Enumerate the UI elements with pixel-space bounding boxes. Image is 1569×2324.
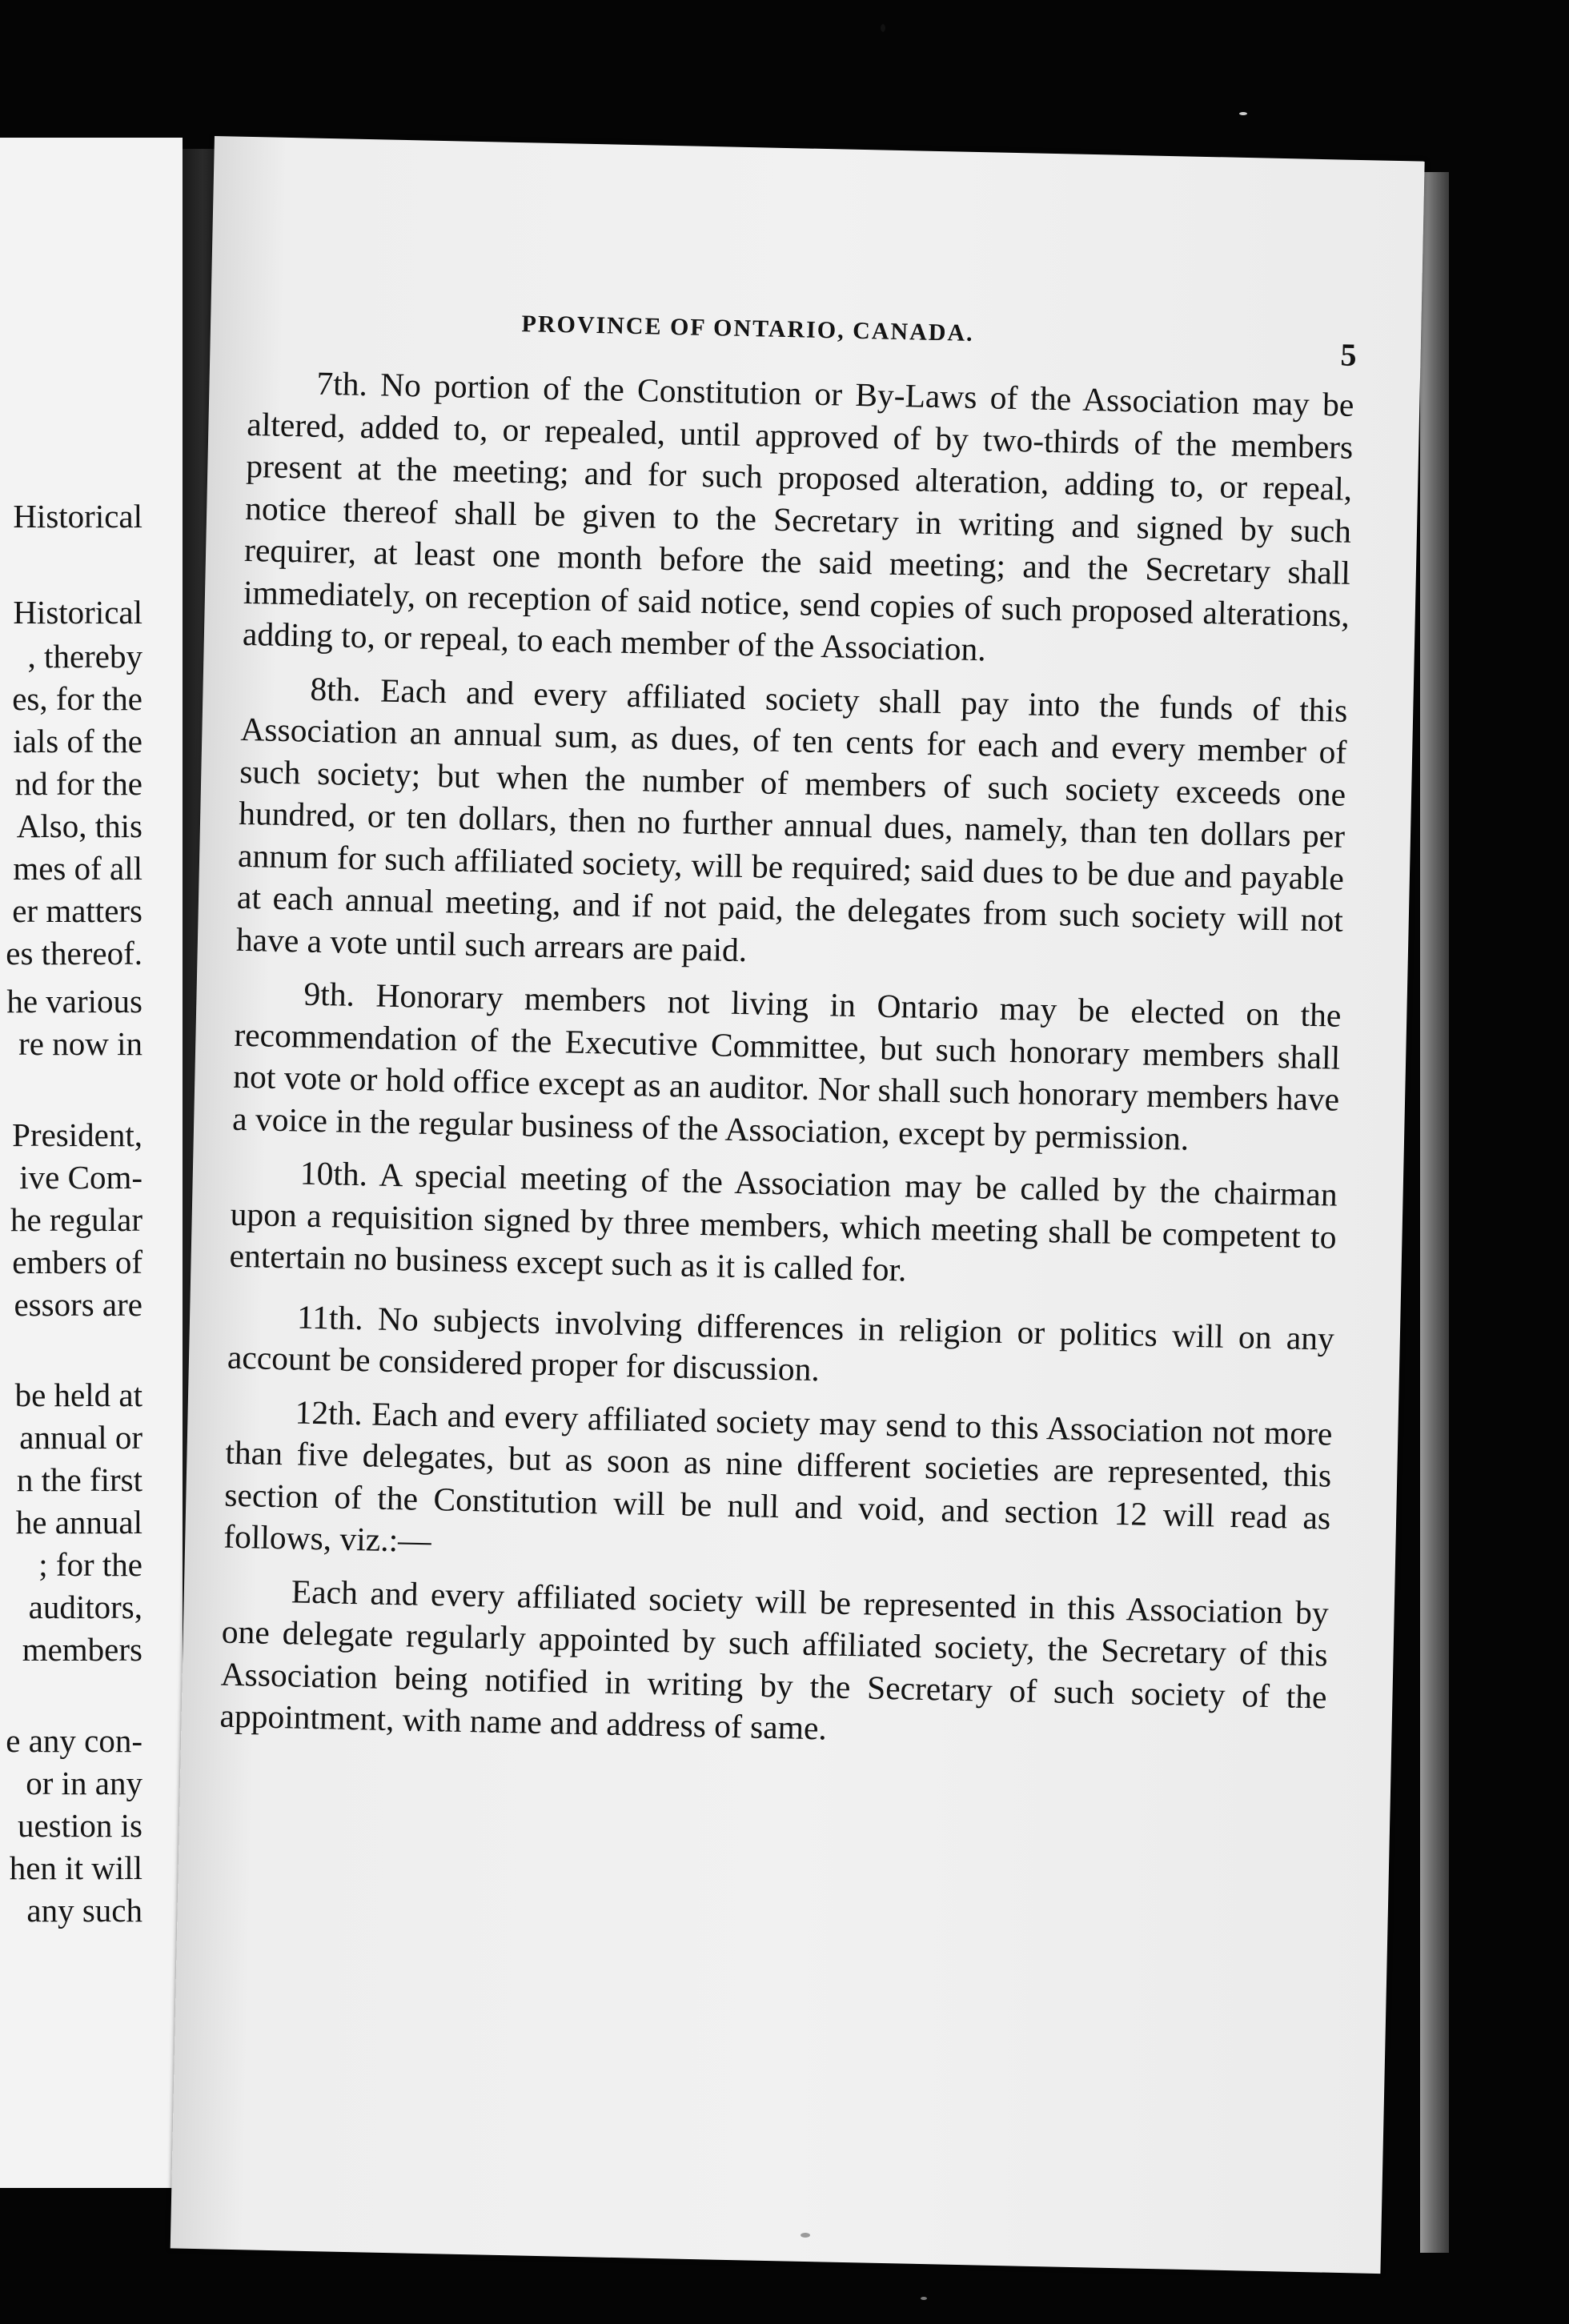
- left-page-line: re now in: [18, 1025, 142, 1062]
- left-page-line: uestion is: [17, 1807, 142, 1844]
- left-page-line: Historical: [13, 498, 142, 535]
- scan-speck: [1239, 112, 1247, 115]
- scan-speck: [881, 24, 885, 32]
- left-page-line: Historical: [13, 594, 142, 631]
- left-page-line: mes of all: [13, 850, 142, 887]
- left-page-line: nd for the: [14, 765, 142, 802]
- left-page-line: , thereby: [27, 638, 142, 675]
- left-page-line: any such: [26, 1892, 142, 1929]
- paragraph-12th-replacement: Each and every affiliated society will be represented in this Association by one delegate regularly appointed by such affiliated society, the Secretary of this Association being notified in writing by the Secretary of such society of the appointment, with name and address of same.: [219, 1572, 1330, 1747]
- scan-speck: [921, 2297, 927, 2300]
- left-page-line: or in any: [26, 1765, 142, 1801]
- left-page-line: hen it will: [9, 1849, 142, 1886]
- left-page-line: President,: [12, 1116, 142, 1153]
- paragraph-11th: 11th. No subjects involving differences in religion or politics will on any account be considered proper for discussion.: [227, 1297, 1335, 1388]
- left-page-line: he various: [6, 983, 142, 1020]
- running-header: PROVINCE OF ONTARIO, CANADA.: [521, 311, 974, 347]
- body-text: [219, 361, 1354, 1771]
- left-page-line: he annual: [15, 1504, 142, 1541]
- left-page-line: embers of: [12, 1244, 142, 1280]
- left-page-line: n the first: [16, 1461, 142, 1498]
- left-page-line: annual or: [19, 1419, 142, 1456]
- left-page-line: ials of the: [13, 723, 142, 759]
- left-page-line: be held at: [14, 1376, 142, 1413]
- paragraph-9th: 9th. Honorary members not living in Ontario may be elected on the recommendation of the Executive Committee, but such honorary members shall not vote or hold office except as an auditor. Nor shall such honorary members have a voice in the regular business of the Association, except by permission.: [231, 975, 1342, 1157]
- left-page-line: essors are: [14, 1286, 142, 1323]
- paragraph-12th: 12th. Each and every affiliated society may send to this Association not more than five delegates, but as soon as nine different societies are represented, this section of the Constitution will be null and void, and section 12 will read as follows, viz.:—: [223, 1392, 1333, 1560]
- page-edge: [1420, 172, 1449, 2253]
- scan-speck: [801, 2233, 810, 2238]
- left-page-line: Also, this: [16, 807, 142, 844]
- main-page: [171, 136, 1425, 2274]
- page-number: 5: [1340, 336, 1358, 373]
- left-page-line: members: [22, 1631, 142, 1668]
- left-page-line: ive Com-: [19, 1159, 142, 1196]
- left-page-line: er matters: [12, 892, 142, 929]
- left-page-line: es, for the: [12, 680, 142, 717]
- left-page-line: he regular: [10, 1201, 142, 1238]
- paragraph-10th: 10th. A special meeting of the Association may be called by the chairman upon a requisition signed by three members, which meeting shall be competent to entertain no business except such as it is called for.: [229, 1154, 1338, 1288]
- paragraph-7th: 7th. No portion of the Constitution or By-Laws of the Association may be altered, added to, or repealed, until approved of by two-thirds of the members present at the meeting; and for such proposed alteration, adding to, or repeal, notice thereof shall be given to the Secretary in writing and signed by such requirer, at least one month before the said meeting; and the Secretary shall immediately, on reception of said notice, send copies of such proposed alterations, adding to, or repeal, to each member of the Association.: [242, 364, 1354, 668]
- paragraph-8th: 8th. Each and every affiliated society shall pay into the funds of this Association an annual sum, as dues, of ten cents for each and every member of such society; but when the number of members of such society exceeds one hundred, or ten dollars, then no further annual dues, namely, than ten dollars per annum for such affiliated society, will be required; said dues to be due and payable at each annual meeting, and if not paid, the delegates from such society will not have a vote until such arrears are paid.: [235, 670, 1348, 968]
- page-content: [171, 136, 1425, 2274]
- left-page-line: auditors,: [28, 1589, 142, 1625]
- left-page-line: e any con-: [6, 1722, 142, 1759]
- left-page-line: es thereof.: [6, 935, 142, 972]
- left-facing-page: [0, 138, 183, 2188]
- left-page-line: ; for the: [38, 1546, 142, 1583]
